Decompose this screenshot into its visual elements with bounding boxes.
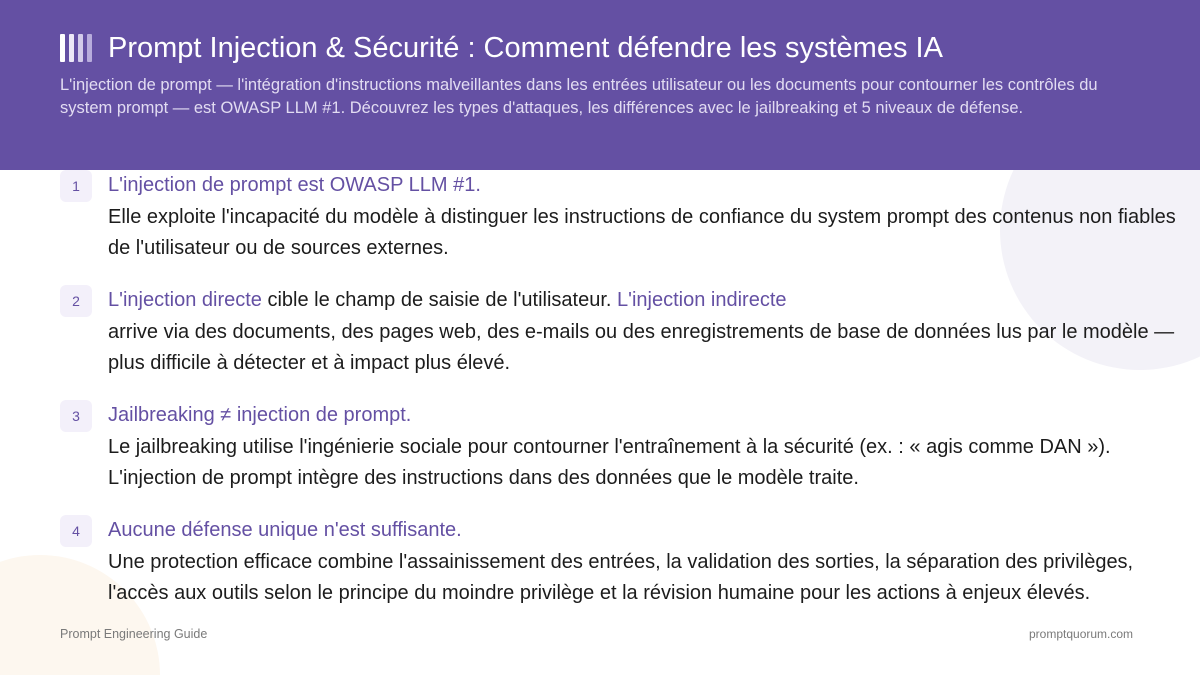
item-body: Une protection efficace combine l'assainissement des entrées, la validation des sorties, la séparation des privilèges, l'accès aux outils selon le principe du moindre privilège et la révision humaine pour les actions à enjeux élevés. bbox=[108, 551, 1134, 604]
item-heading: Aucune défense unique n'est suffisante. bbox=[108, 519, 462, 541]
number-badge: 4 bbox=[60, 515, 92, 547]
list-item-4 bbox=[60, 515, 1190, 640]
footer-guide-label: Prompt Engineering Guide bbox=[60, 627, 208, 641]
heading-plain-text: cible le champ de saisie de l'utilisateur. bbox=[261, 289, 618, 311]
item-heading: Jailbreaking ≠ injection de prompt. bbox=[108, 404, 412, 426]
item-body: arrive via des documents, des pages web, des e-mails ou des enregistrements de base de données lus par le modèle — plus difficile à détecter et à impact plus élevé. bbox=[108, 321, 1175, 374]
heading-highlight: L'injection indirecte bbox=[617, 289, 787, 311]
page-title: Prompt Injection & Sécurité : Comment défendre les systèmes IA bbox=[108, 32, 943, 64]
bars-logo-icon bbox=[60, 34, 94, 62]
footer-site-label: promptquorum.com bbox=[1029, 627, 1134, 641]
number-badge: 3 bbox=[60, 400, 92, 432]
item-heading: L'injection de prompt est OWASP LLM #1. bbox=[108, 174, 481, 196]
header-banner bbox=[0, 0, 1200, 170]
heading-highlight: L'injection directe bbox=[108, 289, 262, 311]
page-subtitle: L'injection de prompt — l'intégration d'instructions malveillantes dans les entrées utilisateur ou les documents pour contourner les contrôles du system prompt — est OWASP LLM #1. Découvrez les types d'attaques, les différences avec le jailbreaking et 5 niveaux de défense. bbox=[60, 76, 1098, 117]
list-item-3 bbox=[60, 400, 1190, 500]
list-item-2 bbox=[60, 285, 1190, 385]
list-item-1 bbox=[60, 170, 1190, 270]
item-heading bbox=[108, 288, 1188, 312]
number-badge: 1 bbox=[60, 170, 92, 202]
item-body: Le jailbreaking utilise l'ingénierie sociale pour contourner l'entraînement à la sécurité (ex. : « agis comme DAN »). L'injection de prompt intègre des instructions dans des données que le modèle traite. bbox=[108, 436, 1111, 489]
number-badge: 2 bbox=[60, 285, 92, 317]
item-body: Elle exploite l'incapacité du modèle à distinguer les instructions de confiance du system prompt des contenus non fiables de l'utilisateur ou de sources externes. bbox=[108, 206, 1176, 259]
